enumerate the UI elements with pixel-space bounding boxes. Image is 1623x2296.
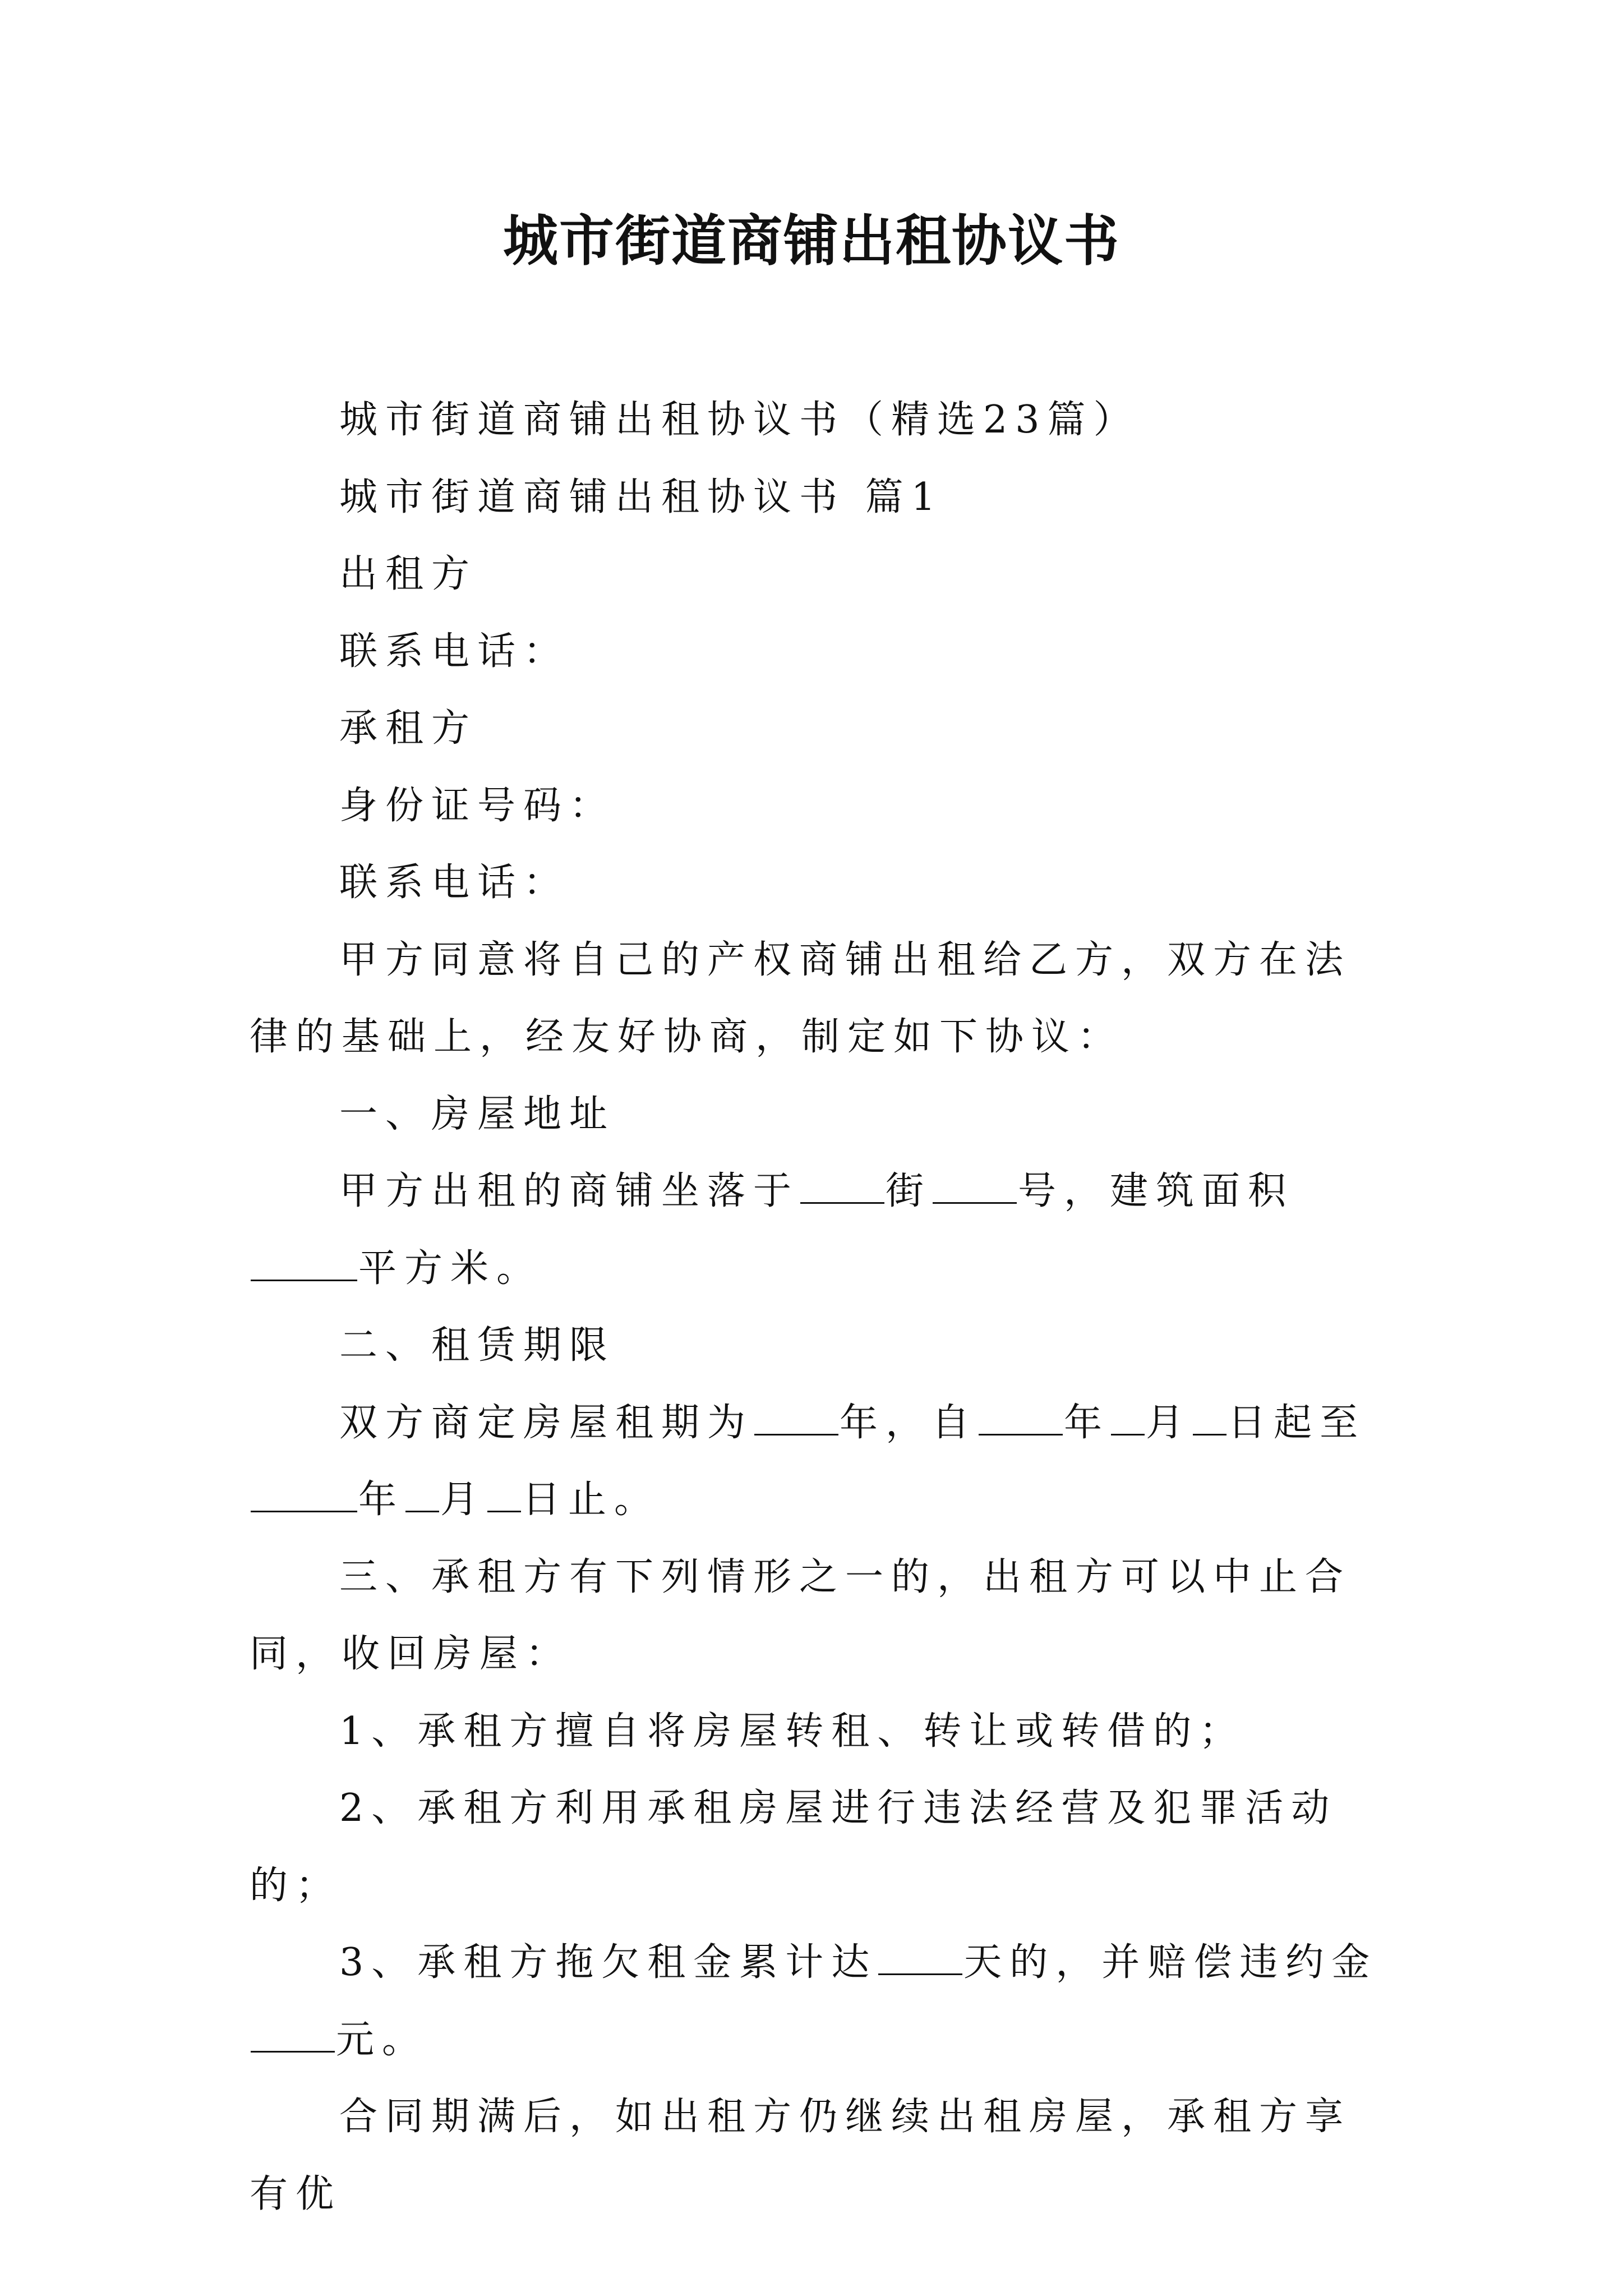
area-blank[interactable] — [251, 1246, 357, 1281]
item-3-text-c: 元。 — [336, 2017, 428, 2062]
address-text-d: 平方米。 — [358, 1246, 543, 1291]
term-text-c: 年 — [1064, 1400, 1110, 1445]
end-year-blank[interactable] — [251, 1477, 357, 1512]
heading-term: 二、租赁期限 — [339, 1323, 616, 1368]
term-text-b: 年，自 — [840, 1400, 978, 1445]
term-years-blank[interactable] — [754, 1400, 838, 1435]
term-text-h: 日止。 — [522, 1478, 661, 1522]
street-blank[interactable] — [800, 1168, 884, 1204]
number-blank[interactable] — [933, 1168, 1017, 1204]
term-text-f: 年 — [358, 1478, 405, 1522]
termination-item-1: 1、承租方擅自将房屋转租、转让或转借的； — [339, 1709, 1246, 1754]
penalty-amount-blank[interactable] — [251, 2017, 335, 2053]
document-title: 城市街道商铺出租协议书 — [502, 209, 1120, 273]
term-paragraph — [250, 1384, 1391, 1539]
termination-item-2: 2、承租方利用承租房屋进行违法经营及犯罪活动的； — [250, 1786, 1338, 1908]
address-text-c: 号，建筑面积 — [1018, 1169, 1294, 1213]
document-body — [250, 381, 1391, 2233]
end-day-blank[interactable] — [487, 1477, 521, 1512]
term-text-g: 月 — [440, 1478, 487, 1522]
lessee-label: 承租方 — [339, 706, 478, 751]
termination-item-3 — [250, 1924, 1391, 2078]
overdue-days-blank[interactable] — [878, 1940, 962, 1975]
address-text-a: 甲方出租的商铺坐落于 — [339, 1169, 800, 1213]
start-year-blank[interactable] — [979, 1400, 1063, 1435]
item-3-text-b: 天的，并赔偿违约金 — [963, 1940, 1378, 1985]
id-number-label: 身份证号码： — [339, 783, 616, 828]
address-paragraph — [250, 1153, 1391, 1307]
lessor-phone-label: 联系电话： — [339, 629, 570, 674]
heading-address: 一、房屋地址 — [339, 1092, 616, 1137]
lessee-phone-label: 联系电话： — [339, 861, 570, 905]
end-month-blank[interactable] — [405, 1477, 439, 1512]
intro-paragraph: 甲方同意将自己的产权商铺出租给乙方，双方在法律的基础上，经友好协商，制定如下协议： — [250, 937, 1352, 1059]
start-day-blank[interactable] — [1193, 1400, 1227, 1435]
term-text-e: 日起至 — [1228, 1400, 1366, 1445]
term-text-a: 双方商定房屋租期为 — [339, 1400, 754, 1445]
heading-termination: 三、承租方有下列情形之一的，出租方可以中止合同，收回房屋： — [250, 1554, 1352, 1676]
start-month-blank[interactable] — [1111, 1400, 1145, 1435]
item-3-text-a: 3、承租方拖欠租金累计达 — [339, 1940, 878, 1985]
subtitle: 城市街道商铺出租协议书（精选23篇） — [339, 398, 1140, 442]
address-text-b: 街 — [886, 1169, 932, 1213]
section-title: 城市街道商铺出租协议书 篇1 — [339, 475, 943, 519]
lessor-label: 出租方 — [339, 552, 478, 596]
closing-paragraph: 合同期满后，如出租方仍继续出租房屋，承租方享有优 — [250, 2095, 1352, 2216]
term-text-d: 月 — [1146, 1400, 1192, 1445]
